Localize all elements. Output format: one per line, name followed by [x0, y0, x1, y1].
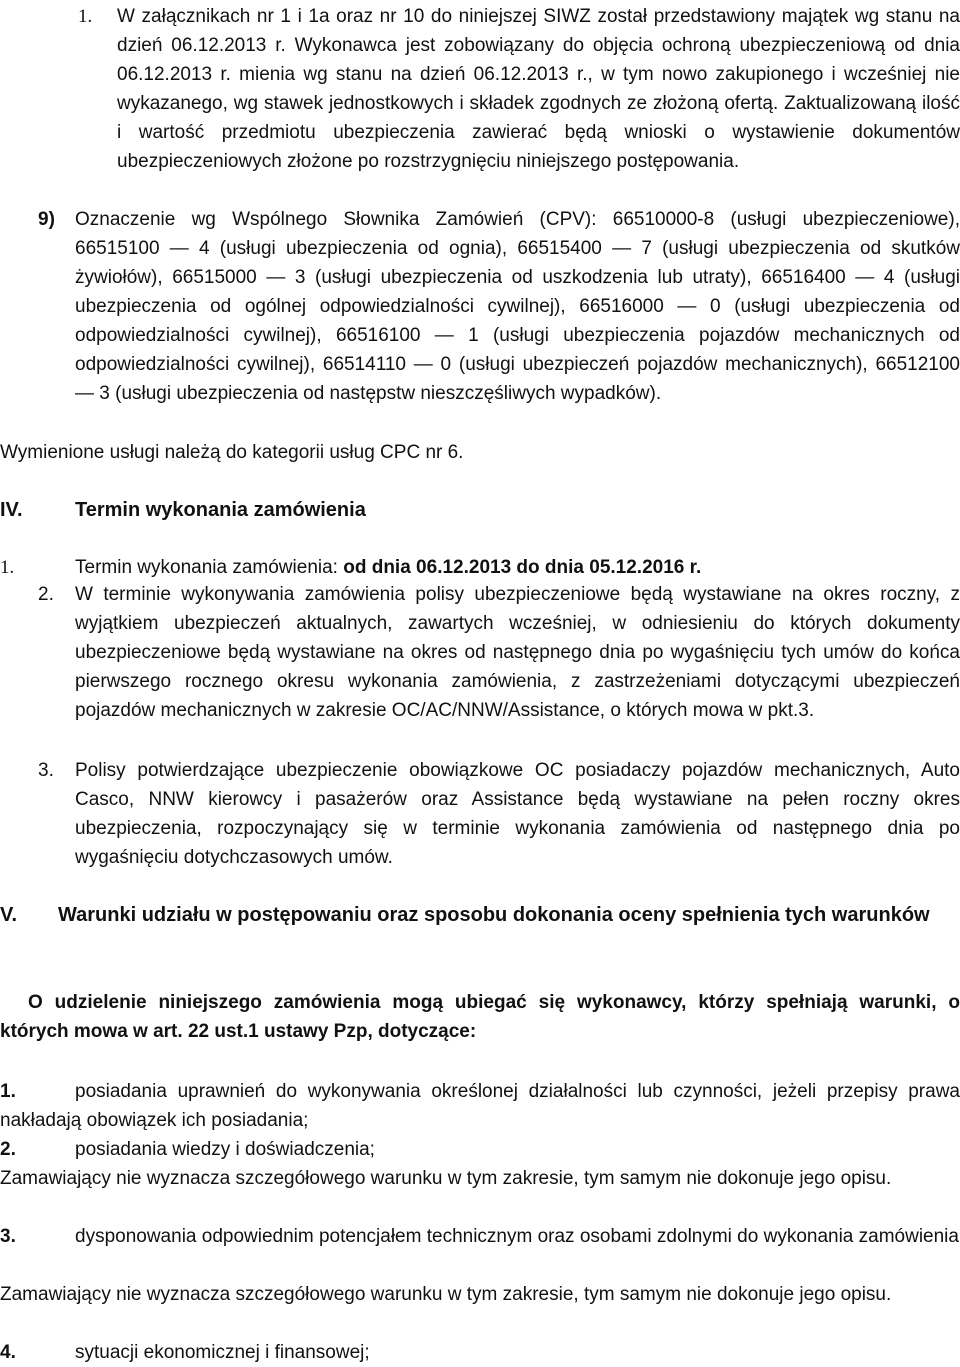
condition-2-number: 2. — [0, 1139, 16, 1160]
section-4-point-3-number: 3. — [38, 760, 54, 781]
section-5-title: Warunki udziału w postępowaniu oraz sposobu dokonania oceny spełnienia tych warunków — [58, 904, 930, 926]
section-4-title: Termin wykonania zamówienia — [75, 499, 366, 521]
section-4-point-2-number: 2. — [38, 584, 54, 605]
section-4-point-2-text: W terminie wykonywania zamówienia polisy ubezpieczeniowe będą wystawiane na okres roczny, z wyjątkiem ubezpieczeń aktualnych, zawartych wcześniej, w odniesieniu do których dokumenty ubezpieczeniowe będą wystawiane na okres od następnego dnia po wygaśnięciu tych umów do końca pierwszego rocznego okresu wykonania zamówienia, z zastrzeżeniami dotyczącymi ubezpieczeń pojazdów mechanicznych w zakresie OC/AC/NNW/Assistance, o których mowa w pkt.3. — [75, 584, 960, 721]
item-9-text: Oznaczenie wg Wspólnego Słownika Zamówień (CPV): 66510000-8 (usługi ubezpieczeniowe), 66515100 — 4 (usługi ubezpieczenia od ognia), 66515400 — 7 (usługi ubezpieczenia od skutków żywiołów), 66515000 — 3 (usługi ubezpieczenia od uszkodzenia lub utraty), 66516400 — 4 (usługi ubezpieczenia od ogólnej odpowiedzialności cywilnej), 66516000 — 0 (usługi ubezpieczenia od odpowiedzialności cywilnej), 66516100 — 1 (usługi ubezpieczenia pojazdów mechanicznych od odpowiedzialności cywilnej), 66514110 — 0 (usługi ubezpieczeń pojazdów mechanicznych), 66512100 — 3 (usługi ubezpieczenia od następstw nieszczęśliwych wypadków). — [75, 209, 960, 404]
condition-3-note: Zamawiający nie wyznacza szczegółowego warunku w tym zakresie, tym samym nie dokonuje jego opisu. — [0, 1284, 892, 1305]
cpc-note: Wymienione usługi należą do kategorii usług CPC nr 6. — [0, 442, 464, 463]
section-4-point-1-text: Termin wykonania zamówienia: — [75, 557, 338, 578]
section-5-number: V. — [0, 904, 18, 926]
condition-3-number: 3. — [0, 1226, 16, 1247]
condition-1-number: 1. — [0, 1081, 16, 1102]
condition-3-text: dysponowania odpowiednim potencjałem technicznym oraz osobami zdolnymi do wykonania zamówienia — [75, 1226, 959, 1247]
condition-4-text: sytuacji ekonomicznej i finansowej; — [75, 1342, 370, 1363]
section-4-point-1-content — [75, 553, 701, 582]
item-1-number: 1. — [78, 6, 93, 27]
condition-1-text: posiadania uprawnień do wykonywania określonej działalności lub czynności, jeżeli przepisy prawa nakładają obowiązek ich posiadania; — [0, 1081, 960, 1131]
item-9-number: 9) — [38, 209, 55, 230]
condition-4-number: 4. — [0, 1342, 16, 1363]
item-1-text: W załącznikach nr 1 i 1a oraz nr 10 do niniejszej SIWZ został przedstawiony majątek wg stanu na dzień 06.12.2013 r. Wykonawca jest zobowiązany do objęcia ochroną ubezpieczeniową od dnia 06.12.2013 r. mienia wg stanu na dzień 06.12.2013 r., w tym nowo zakupionego i wcześniej nie wykazanego, wg stawek jednostkowych i składek zgodnych ze złożoną ofertą. Zaktualizowaną ilość i wartość przedmiotu ubezpieczenia zawierać będą wnioski o wystawienie dokumentów ubezpieczeniowych złożone po rozstrzygnięciu niniejszego postępowania. — [117, 6, 960, 172]
section-4-point-1-number: 1. — [0, 557, 15, 578]
section-4-point-1-dates: od dnia 06.12.2013 do dnia 05.12.2016 r. — [343, 557, 702, 578]
condition-2-note: Zamawiający nie wyznacza szczegółowego warunku w tym zakresie, tym samym nie dokonuje jego opisu. — [0, 1168, 892, 1189]
condition-2-text: posiadania wiedzy i doświadczenia; — [75, 1139, 375, 1160]
section-4-number: IV. — [0, 499, 23, 521]
section-4-point-3-text: Polisy potwierdzające ubezpieczenie obowiązkowe OC posiadaczy pojazdów mechanicznych, Auto Casco, NNW kierowcy i pasażerów oraz Assistance będą wystawiane na pełen roczny okres ubezpieczenia, rozpoczynający się w terminie wykonania zamówienia od następnego dnia po wygaśnięciu dotychczasowych umów. — [75, 760, 960, 868]
section-5-intro: O udzielenie niniejszego zamówienia mogą ubiegać się wykonawcy, którzy spełniają warunki, o których mowa w art. 22 ust.1 ustawy Pzp, dotyczące: — [0, 992, 960, 1042]
